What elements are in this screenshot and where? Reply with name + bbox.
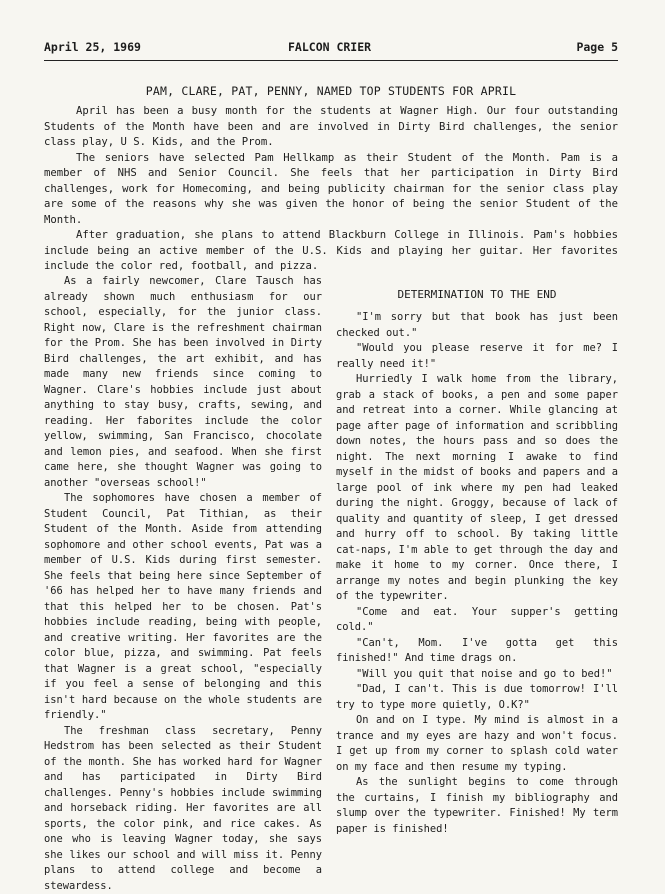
lead-paragraph: April has been a busy month for the students at Wagner High. Our four outstanding Students of the Month have been and are involved in Dirty Bird challenges, the senior class play, U S. Kids, and the Prom.	[44, 104, 618, 151]
right-paragraph: "Can't, Mom. I've gotta get this finished!" And time drags on.	[336, 636, 618, 667]
right-paragraph: "Would you please reserve it for me? I really need it!"	[336, 341, 618, 372]
right-paragraph: Hurriedly I walk home from the library, grab a stack of books, a pen and some paper and retreat into a corner. While glancing at page after page of information and scribbling down notes, the hours pass and so does the night. The next morning I awake to find myself in the midst of books and papers and a large pool of ink where my pen had leaked during the night. Groggy, because of lack of quality and quantity of sleep, I get dressed and hurry off to school. By taking little cat-naps, I'm able to get through the day and make it home to my corner. Once there, I arrange my notes and begin plunking the key of the typewriter.	[336, 372, 618, 605]
page-number: Page 5	[576, 40, 618, 54]
left-paragraph: The sophomores have chosen a member of Student Council, Pat Tithian, as their Student of the Month. Aside from attending sophomore and other school events, Pat was a member of U.S. Kids during first semester. She feels that being here since September of '66 has helped her to have many friends and that this helped her to be chosen. Pat's hobbies include reading, being with people, and creative writing. Her favorites are the color blue, pizza, and swimming. Pat feels that Wagner is a great school, "especially if you feel a sense of belonging and this isn't hard because on the whole students are friendly."	[44, 491, 322, 724]
lead-section	[44, 104, 618, 275]
left-paragraph: As a fairly newcomer, Clare Tausch has already shown much enthusiasm for our school, especially, for the junior class. Right now, Clare is the refreshment chairman for the Prom. She has been involved in Dirty Bird challenges, the art exhibit, and has made many new friends since coming to Wagner. Clare's hobbies include just about anything to stay busy, crafts, sewing, and reading. Her faborites include the color yellow, swimming, San Francisco, chocolate and lemon pies, and seafood. When she first came here, she thought Wagner was going to another "overseas school!"	[44, 274, 322, 491]
right-paragraph: "Will you quit that noise and go to bed!"	[336, 667, 618, 683]
right-paragraph: "I'm sorry but that book has just been checked out."	[336, 310, 618, 341]
article-headline: PAM, CLARE, PAT, PENNY, NAMED TOP STUDENTS FOR APRIL	[44, 84, 618, 98]
header-rule	[44, 60, 618, 61]
right-paragraph: As the sunlight begins to come through the curtains, I finish my bibliography and slump over the typewriter. Finished! My term paper is finished!	[336, 775, 618, 837]
issue-date: April 25, 1969	[44, 40, 141, 54]
right-column	[336, 310, 618, 837]
page-header	[44, 40, 618, 60]
lead-paragraph: After graduation, she plans to attend Blackburn College in Illinois. Pam's hobbies include being an active member of the U.S. Kids and playing her guitar. Her favorites include the color red, football, and pizza.	[44, 228, 618, 275]
right-paragraph: "Come and eat. Your supper's getting cold."	[336, 605, 618, 636]
newspaper-title: FALCON CRIER	[288, 40, 371, 54]
right-paragraph: "Dad, I can't. This is due tomorrow! I'll try to type more quietly, O.K?"	[336, 682, 618, 713]
left-column	[44, 274, 322, 894]
right-paragraph: On and on I type. My mind is almost in a trance and my eyes are hazy and won't focus. I get up from my corner to splash cold water on my face and then resume my typing.	[336, 713, 618, 775]
lead-paragraph: The seniors have selected Pam Hellkamp as their Student of the Month. Pam is a member of NHS and Senior Council. She feels that her participation in Dirty Bird challenges, work for Homecoming, and being publicity chairman for the senior class play are some of the reasons why she was given the honor of being the senior Student of the Month.	[44, 151, 618, 229]
column-headline: DETERMINATION TO THE END	[336, 288, 618, 301]
left-paragraph: The freshman class secretary, Penny Hedstrom has been selected as their Student of the month. She has worked hard for Wagner and has participated in Dirty Bird challenges. Penny's hobbies include swimming and horseback riding. Her favorites are all sports, the color pink, and rice cakes. As one who is leaving Wagner today, she says she likes our school and will miss it. Penny plans to attend college and become a stewardess.	[44, 724, 322, 894]
